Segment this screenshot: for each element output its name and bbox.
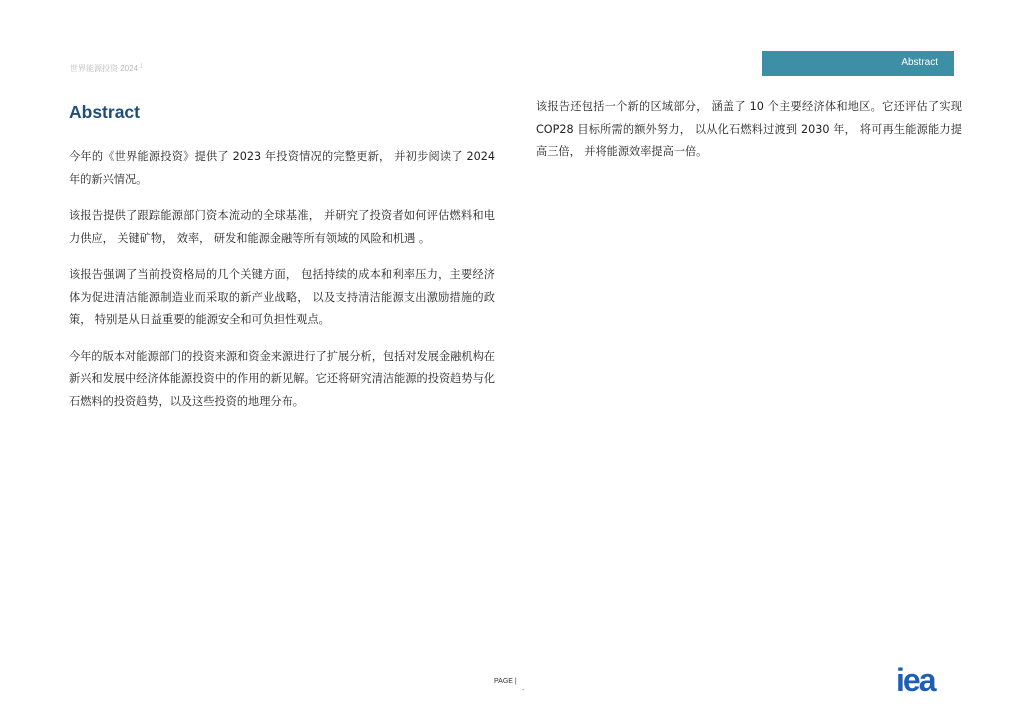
running-header-superscript: 1	[140, 63, 144, 70]
paragraph: 该报告还包括一个新的区域部分， 涵盖了 10 个主要经济体和地区。它还评估了实现 COP28 目标所需的额外努力， 以从化石燃料过渡到 2030 年， 将可再生能源能力提高三倍， 并将能源效率提高一倍。	[536, 100, 962, 158]
section-tab-label: Abstract	[901, 57, 938, 68]
paragraph: 今年的版本对能源部门的投资来源和资金来源进行了扩展分析，包括对发展金融机构在新兴和发展中经济体能源投资中的作用的新见解。它还将研究清洁能源的投资趋势与化石燃料的投资趋势，以及这些投资的地理分布。	[69, 349, 495, 408]
page-number: PAGE |	[494, 678, 517, 685]
page-mark: -	[522, 686, 525, 694]
running-header-title: 世界能源投资 2024	[70, 64, 139, 73]
section-tab	[762, 51, 954, 76]
running-header	[70, 63, 143, 74]
right-column	[536, 96, 962, 178]
iea-logo-text: iea	[896, 666, 935, 694]
left-column	[69, 146, 495, 427]
paragraph: 该报告强调了当前投资格局的几个关键方面， 包括持续的成本和利率压力，主要经济体为促进清洁能源制造业而采取的新产业战略， 以及支持清洁能源支出激励措施的政策， 特别是从日益重要的能源安全和可负担性观点。	[69, 268, 495, 326]
iea-logo	[896, 666, 956, 694]
page-title: Abstract	[69, 102, 140, 122]
paragraph: 今年的《世界能源投资》提供了 2023 年投资情况的完整更新， 并初步阅读了 2024 年的新兴情况。	[69, 150, 495, 186]
paragraph: 该报告提供了跟踪能源部门资本流动的全球基准， 并研究了投资者如何评估燃料和电力供应， 关键矿物， 效率， 研发和能源金融等所有领域的风险和机遇 。	[69, 209, 495, 245]
